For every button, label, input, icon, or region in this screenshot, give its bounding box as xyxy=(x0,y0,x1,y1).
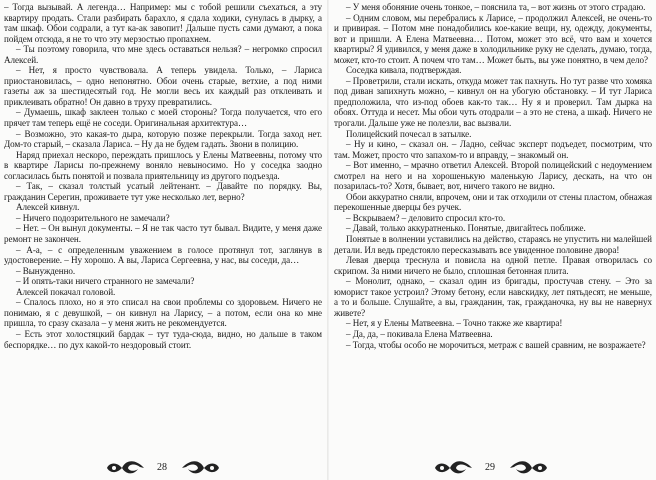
right-page-number: 29 xyxy=(485,462,495,473)
paragraph: – И опять-таки ничего странного не замечали? xyxy=(16,276,195,287)
paragraph: – Вот именно, – мрачно ответил Алексей. Второй полицейский с недоумением смотрел на него и на хорошенькую маленькую Ларису, дескать, на что он позарилась-то? Хотя, бывает, вот, ничего такого не видно. xyxy=(334,160,652,192)
paragraph: – Тогда вызывай. А легенда… Например: мы с тобой решили съехаться, а эту квартиру продать. Стали разбирать барахло, я сдала ходики, сунулась в дырку, а там шкаф. Обои содрали, а тут ка-ак завопит! Дальше пусть сами думают, а пока пойдем отсюда, я не то что эту мерзостью пропахнем. xyxy=(4,2,322,44)
right-page xyxy=(334,0,652,480)
left-page-footer xyxy=(4,457,322,479)
right-page-footer xyxy=(334,457,652,479)
paragraph: – Нет, я просто чувствовала. А теперь увидела. Только, – Лариса приостановилась, – одно непонятно. Обои очень старые, ветхие, а под ними газеты аж за шестидесятый год. Не могли весь их каждый раз отклеивать и приклеивать обратно! Он давно в труху превратились. xyxy=(4,65,322,107)
paragraph: – Тогда, чтобы особо не морочиться, метраж с вашей сравним, не возражаете? xyxy=(346,339,646,350)
paragraph: – Нет. – Он вынул документы. – Я не так часто тут бывал. Видите, у меня даже ремонт не закончен. xyxy=(4,223,322,245)
right-page-text xyxy=(334,2,652,350)
paragraph: Полицейский почесал в затылке. xyxy=(346,128,472,139)
left-ornament-icon xyxy=(104,457,146,479)
paragraph: Алексей покачал головой. xyxy=(16,286,116,297)
paragraph: – Давай, только аккуратненько. Понятые, двигайтесь поближе. xyxy=(346,223,586,234)
paragraph: Левая дверца треснула и повисла на одной петле. Правая отворилась со скрипом. За ними ничего не было, сплошная бетонная плита. xyxy=(334,255,652,276)
paragraph: – Да, да, – покивала Елена Матвеевна. xyxy=(346,328,493,339)
left-page xyxy=(4,0,322,480)
paragraph: Понятые в волнении уставились на действо, стараясь не упустить ни малейшей детали. Ил ведь предстояло пересказывать все увиденное половине двора! xyxy=(334,234,652,255)
paragraph: – Думаешь, шкаф заклеен только с моей стороны? Тогда получается, что его прячет там теперь ещё не соседи. Оригинальная архитектура… xyxy=(4,107,322,129)
paragraph: – Ну и кино, – сказал он. – Ладно, сейчас эксперт подъедет, посмотрим, что там. Может, просто что запахом-то и вправду, – знакомый он. xyxy=(334,139,652,160)
paragraph: – Спалось плохо, но я это списал на свои проблемы со здоровьем. Ничего не понимаю, я с девушкой, – он кивнул на Ларису, – а потом, если она ко мне пришла, то сразу сказала – у меня жить не рекомендуется. xyxy=(4,297,322,329)
paragraph: Обои аккуратно сняли, впрочем, они и так отходили от стены пластом, обнажая перекошенные дверцы без ручек. xyxy=(334,191,652,213)
paragraph: – Возможно, это какая-то дыра, которую позже перекрыли. Тогда заход нет. Дом-то старый, – сказала Лариса. – Ну да не будем гадать. Звони в полицию. xyxy=(4,128,322,150)
paragraph: – Вскрываем? – деловито спросил кто-то. xyxy=(346,212,506,223)
page-gutter xyxy=(327,0,329,480)
paragraph: – Так, – сказал толстый усатый лейтенант. – Давайте по порядку. Вы, гражданин Серегин, проживаете тут уже несколько лет, верно? xyxy=(4,181,322,202)
left-page-number: 28 xyxy=(157,462,167,473)
paragraph: Наряд приехал нескоро, переждать пришлось у Елены Матвеевны, потому что в квартире Ларисы по-прежнему воняло невыносимо. Но у соседка заодно согласилась быть понятой и позвала приятельницу из другого подъезда. xyxy=(4,149,322,181)
paragraph: Алексей кивнул. xyxy=(16,202,80,213)
paragraph: – Нет, я у Елены Матвеевна. – Точно также же квартира! xyxy=(346,318,563,329)
paragraph: – Ты поэтому говорила, что мне здесь оставаться нельзя? – негромко спросил Алексей. xyxy=(4,44,322,65)
right-ornament-mirrored-icon xyxy=(508,457,550,479)
paragraph: – Монолит, однако, – сказал один из бригады, простучав стену. – Это за юморист такое устроил? Этому бетону, если навскидку, лет пятьдесят, не меньше, а то и больше. Слушайте, а вы, гражданин, так, гражданочка, ну вы не навернух живете? xyxy=(334,276,652,318)
paragraph: – А-а, – с определенным уважением в голосе протянул тот, заглянув в удостоверение. – Ну хорошо. А вы, Лариса Сергеевна, у нас, вы соседи, да… xyxy=(4,244,322,266)
right-ornament-icon xyxy=(432,457,474,479)
paragraph: – Вынужденно. xyxy=(16,265,76,276)
left-page-text xyxy=(4,2,322,350)
left-ornament-mirrored-icon xyxy=(180,457,222,479)
paragraph: – У меня обоняние очень тонкое, – пояснила та, – вот жизнь от этого страдаю. xyxy=(346,2,646,12)
paragraph: – Проветрили, стали искать, откуда может так пахнуть. Но тут разве что хомяка под диван запихнуть можно, – кивнул он на убогую обстановку. – И тут Лариса предположила, что из-под обоев как-то так… Ну я и проверил. Там дырка на обоях. Оттуда и несет. Мы обои чуть отодрали – а это не стена, а шкаф. Ничего не трогали. Дальше уже не полезли, вас вызвали. xyxy=(334,75,652,129)
paragraph: – Одним словом, мы перебрались к Ларисе, – продолжил Алексей, не очень-то и привирая. – Потом мне понадобились кое-какие вещи, ну, одежду, документы, вот и пришли. А Елена Матвеевна… Потом, может это всё, что вам и хочется квартиры? Я удивился, у меня даже в холодильнике руку не сделать, думаю, тогда, может, кто-то стоит. А почем что там… Может быть, вы уже понятно, в чем дело? xyxy=(334,12,652,65)
paragraph: Соседка кивала, подтверждая. xyxy=(346,65,462,76)
paragraph: – Ничего подозрительного не замечали? xyxy=(16,212,170,223)
paragraph: – Есть этот холостяцкий бардак – тут туда-сюда, видно, но дальше в таком беспорядке… по дух какой-то нездоровый стоит. xyxy=(4,328,322,350)
